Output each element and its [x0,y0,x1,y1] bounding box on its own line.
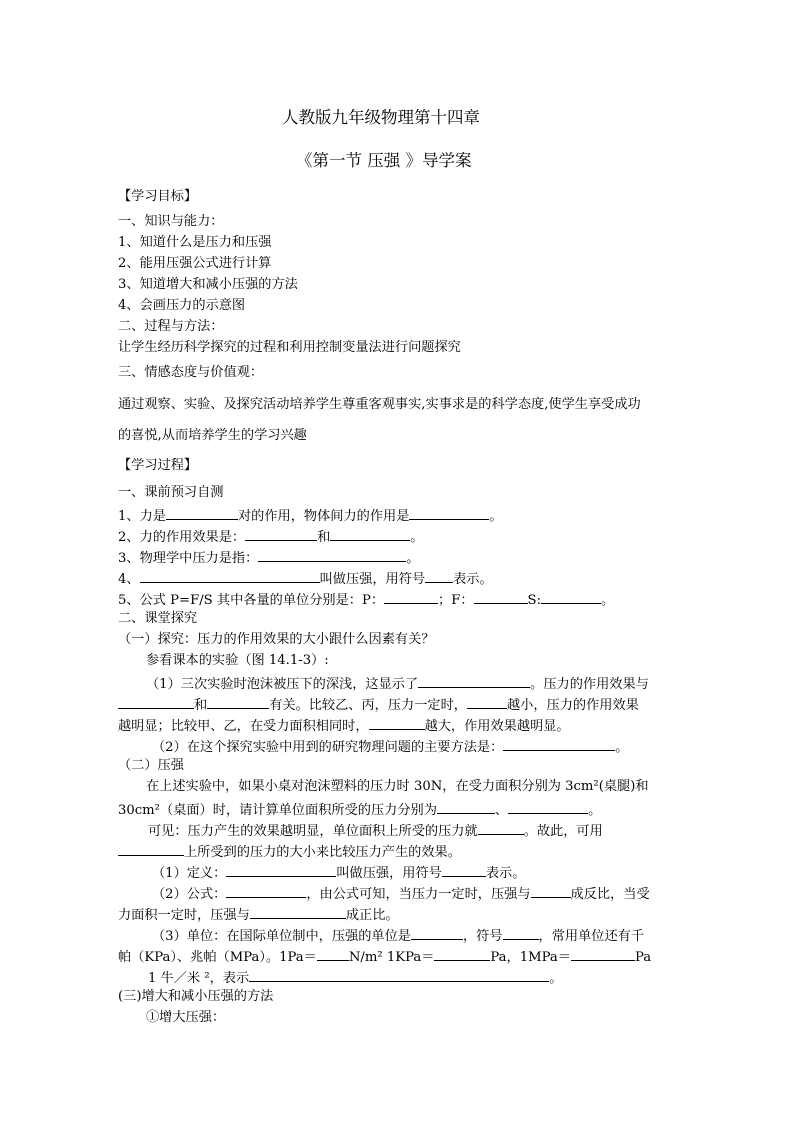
blank[interactable] [258,548,406,562]
blank[interactable] [226,884,306,898]
goal-emotion-heading: 三、情感态度与价值观： [118,365,264,380]
inquiry-1-line-1: （1）三次实验时泡沫被压下的深浅，这显示了 。压力的作用效果与 [146,674,649,693]
blank[interactable] [508,800,588,814]
blank[interactable] [409,506,489,520]
title-line-2: 《第一节 压强 》导学案 [296,151,472,170]
class-heading: 二、课堂探究 [118,611,198,626]
blank[interactable] [118,842,184,856]
question-5: 5、公式 P=F/S 其中各量的单位分别是：P： ；F： S: 。 [118,590,614,609]
pressure-formula-line-2: 力面积一定时，压强与 成正比。 [118,905,399,924]
blank[interactable] [369,716,425,730]
blank[interactable] [503,926,539,940]
inquiry-1-line-2: 和 有关。比较乙、丙，压力一定时， 越小，压力的作用效果 [118,695,639,714]
goal-emotion-2: 的喜悦,从而培养学生的学习兴趣 [118,428,307,443]
blank[interactable] [226,863,336,877]
pressure-line-2: 30cm²（桌面）时，请计算单位面积所受的压力分别为 、 。 [118,800,601,819]
blank[interactable] [467,695,507,709]
goal-knowledge-4: 4、会画压力的示意图 [118,298,246,313]
inquiry-1-reference: 参看课本的实验（图 14.1-3）: [146,653,329,668]
pressure-unit: （3）单位：在国际单位制中，压强的单位是 ，符号 ，常用单位还有千 [152,926,644,945]
blank[interactable] [411,926,463,940]
inquiry-1-line-3: 越明显；比较甲、乙，在受力面积相同时， 越大，作用效果越明显。 [118,716,570,735]
pressure-formula: （2）公式： ，由公式可知，当压力一定时，压强与 成反比，当受 [152,884,650,903]
increase-pressure: ①增大压强： [146,1010,226,1025]
blank[interactable] [250,905,346,919]
blank[interactable] [478,821,524,835]
question-1: 1、力是 对的作用，物体间力的作用是 。 [118,506,503,525]
blank[interactable] [166,506,238,520]
blank[interactable] [330,527,410,541]
blank[interactable] [442,863,486,877]
blank[interactable] [571,947,635,961]
title-line-1: 人教版九年级物理第十四章 [282,108,480,127]
pressure-line-1: 在上述实验中，如果小桌对泡沫塑料的压力时 30N，在受力面积分别为 3cm²(桌腿)和 [146,779,649,794]
section-process-heading: 【学习过程】 [118,458,198,473]
blank[interactable] [249,968,549,982]
pressure-unit-line-2: 帕（KPa）、兆帕（MPa）。1Pa＝ N/m² 1KPa＝ Pa，1MPa＝ Pa [118,947,651,966]
blank[interactable] [503,737,615,751]
pressure-line-4: 上所受到的压力的大小来比较压力产生的效果。 [118,842,461,861]
question-4: 4、 叫做压强，用符号 表示。 [118,569,493,588]
section-goals-heading: 【学习目标】 [118,189,198,204]
goal-knowledge-1: 1、知道什么是压力和压强 [118,235,272,250]
question-2: 2、力的作用效果是： 和 。 [118,527,423,546]
blank[interactable] [541,590,601,604]
goal-knowledge-heading: 一、知识与能力： [118,214,224,229]
inquiry-1-heading: （一）探究：压力的作用效果的大小跟什么因素有关？ [118,632,435,647]
blank[interactable] [207,695,269,709]
preview-heading: 一、课前预习自测 [118,485,224,500]
goal-process-heading: 二、过程与方法： [118,319,224,334]
goal-knowledge-3: 3、知道增大和减小压强的方法 [118,277,298,292]
blank[interactable] [245,527,317,541]
blank[interactable] [425,569,453,583]
methods-heading: (三)增大和减小压强的方法 [118,989,274,1004]
blank[interactable] [317,947,349,961]
blank[interactable] [474,590,528,604]
blank[interactable] [140,569,320,583]
inquiry-1-question-2: （2）在这个探究实验中用到的研究物理问题的主要方法是： 。 [152,737,628,756]
pressure-line-3: 可见：压力产生的效果越明显，单位面积上所受的压力就 。故此，可用 [148,821,603,840]
pressure-heading: （二）压强 [118,758,184,773]
blank[interactable] [437,800,495,814]
question-3: 3、物理学中压力是指： 。 [118,548,419,567]
goal-knowledge-2: 2、能用压强公式进行计算 [118,256,272,271]
pressure-unit-line-3: 1 牛／米 ²，表示 。 [148,968,562,987]
goal-emotion-1: 通过观察、实验、及探究活动培养学生尊重客观事实,实事求是的科学态度,使学生享受成功 [118,397,641,412]
blank[interactable] [531,884,571,898]
blank[interactable] [118,695,194,709]
blank[interactable] [434,947,490,961]
goal-process-1: 让学生经历科学探究的过程和利用控制变量法进行问题探究 [118,340,461,355]
blank[interactable] [384,590,438,604]
blank[interactable] [418,674,530,688]
pressure-definition: （1）定义： 叫做压强，用符号 表示。 [152,863,525,882]
